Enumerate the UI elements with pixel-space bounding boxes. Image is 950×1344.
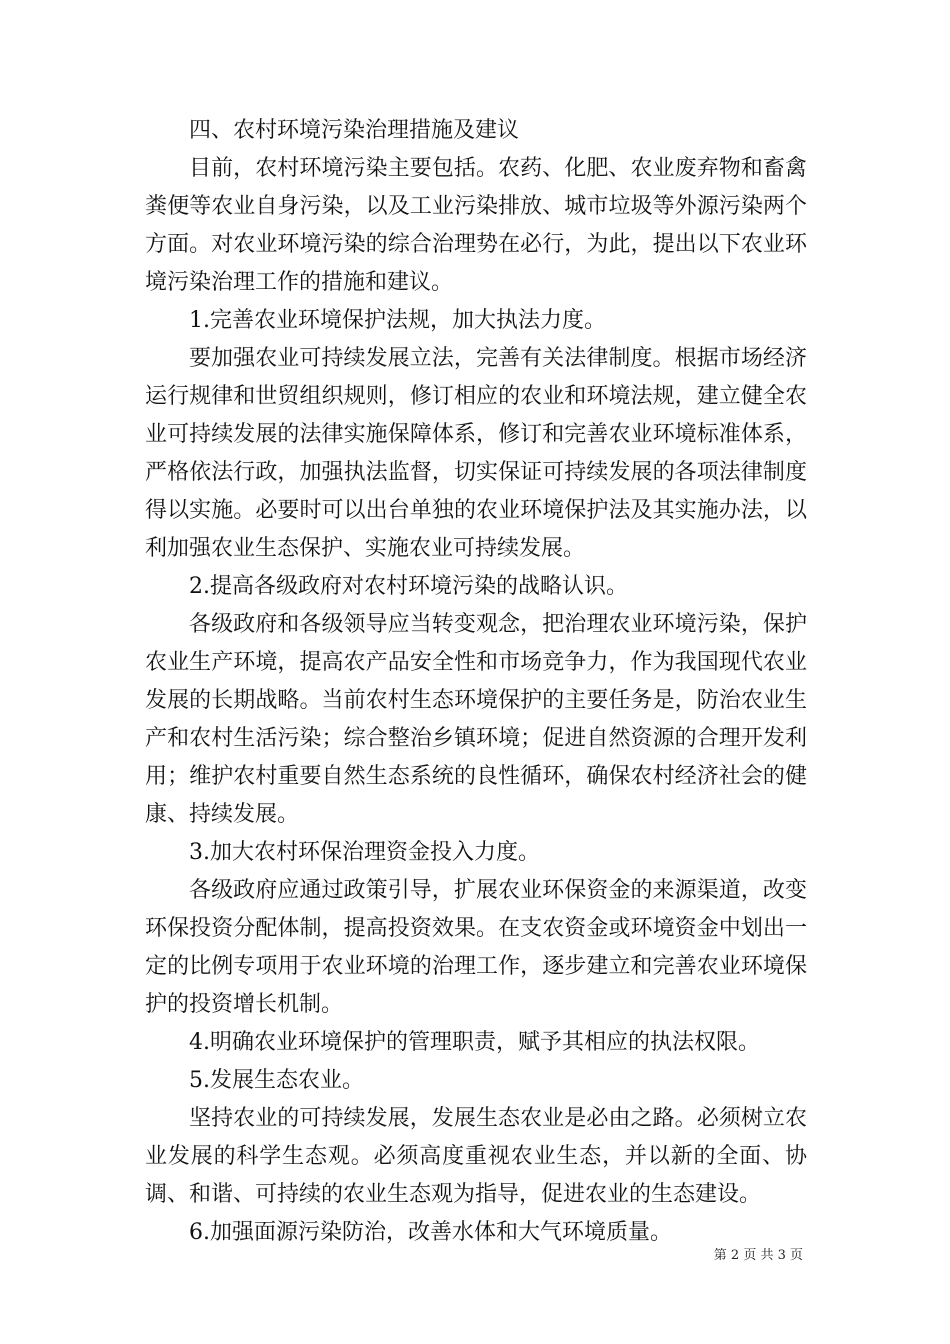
item-heading-5: 5.发展生态农业。 <box>189 1068 364 1093</box>
section-heading: 四、农村环境污染治理措施及建议 <box>189 118 520 143</box>
paragraph-item-3: 各级政府应通过政策引导，扩展农业环保资金的来源渠道，改变环保投资分配体制，提高投资效果。在支农资金或环境资金中划出一定的比例专项用于农业环境的治理工作，逐步建立和完善农业环境保护的投资增长机制。 <box>145 878 807 1017</box>
item-heading-4: 4.明确农业环境保护的管理职责，赋予其相应的执法权限。 <box>189 1030 760 1055</box>
item-heading-1: 1.完善农业环境保护法规，加大执法力度。 <box>189 308 606 333</box>
item-heading-3: 3.加大农村环保治理资金投入力度。 <box>189 840 540 865</box>
item-heading-6: 6.加强面源污染防治，改善水体和大气环境质量。 <box>189 1220 672 1245</box>
paragraph-intro: 目前，农村环境污染主要包括。农药、化肥、农业废弃物和畜禽粪便等农业自身污染，以及工业污染排放、城市垃圾等外源污染两个方面。对农业环境污染的综合治理势在必行，为此，提出以下农业环境污染治理工作的措施和建议。 <box>145 156 807 295</box>
item-heading-2: 2.提高各级政府对农村环境污染的战略认识。 <box>189 574 628 599</box>
document-body <box>145 112 807 1252</box>
paragraph-item-1: 要加强农业可持续发展立法，完善有关法律制度。根据市场经济运行规律和世贸组织规则，修订相应的农业和环境法规，建立健全农业可持续发展的法律实施保障体系，修订和完善农业环境标准体系，严格依法行政，加强执法监督，切实保证可持续发展的各项法律制度得以实施。必要时可以出台单独的农业环境保护法及其实施办法，以利加强农业生态保护、实施农业可持续发展。 <box>145 346 807 561</box>
paragraph-item-2: 各级政府和各级领导应当转变观念，把治理农业环境污染，保护农业生产环境，提高农产品安全性和市场竞争力，作为我国现代农业发展的长期战略。当前农村生态环境保护的主要任务是，防治农业生产和农村生活污染；综合整治乡镇环境；促进自然资源的合理开发利用；维护农村重要自然生态系统的良性循环，确保农村经济社会的健康、持续发展。 <box>145 612 807 827</box>
page-number: 第 2 页 共 3 页 <box>713 1248 803 1263</box>
paragraph-item-5: 坚持农业的可持续发展，发展生态农业是必由之路。必须树立农业发展的科学生态观。必须高度重视农业生态，并以新的全面、协调、和谐、可持续的农业生态观为指导，促进农业的生态建设。 <box>145 1106 807 1207</box>
